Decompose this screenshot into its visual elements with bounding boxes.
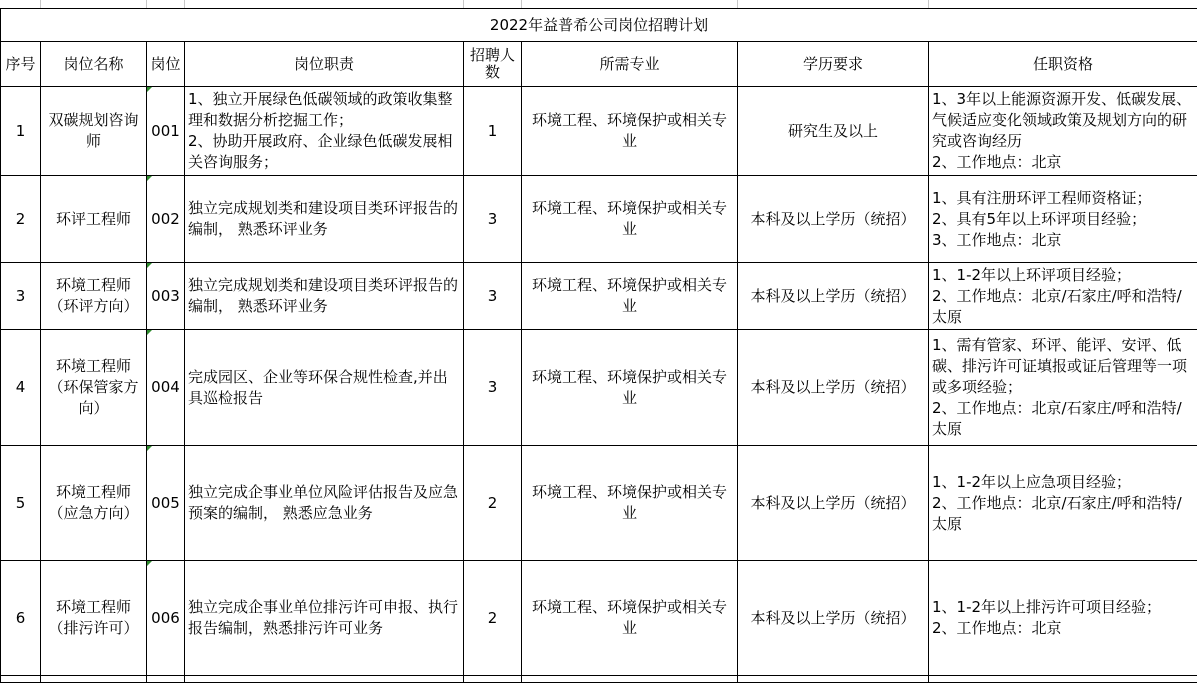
cell-count-text: 3 — [488, 378, 498, 396]
cell-code-text: 002 — [151, 210, 180, 228]
cell-name-text: 环评工程师 — [56, 210, 131, 228]
cell-marker-icon — [147, 263, 152, 268]
cell-duty[interactable] — [185, 330, 464, 446]
cell-count-text: 3 — [488, 210, 498, 228]
cell-major-text: 环境工程、环境保护或相关专业 — [532, 111, 727, 150]
cell-marker-icon — [147, 87, 152, 92]
cell-seq-text: 4 — [16, 378, 26, 396]
cell-count[interactable] — [464, 446, 522, 561]
cell-code-text: 003 — [151, 287, 180, 305]
cell-duty-text: 1、独立开展绿色低碳领域的政策收集整理和数据分析挖掘工作； 2、协助开展政府、企业绿色低碳发展相关咨询服务； — [188, 90, 453, 171]
cell-edu[interactable] — [738, 330, 929, 446]
cell[interactable] — [185, 676, 464, 683]
cell-seq-text: 6 — [16, 609, 26, 627]
cell-qual-text: 1、1-2年以上应急项目经验； 2、工作地点：北京/石家庄/呼和浩特/太原 — [932, 473, 1182, 533]
table-row — [1, 330, 1197, 446]
cell[interactable] — [929, 0, 1197, 9]
table-row — [1, 561, 1197, 676]
cell-major[interactable] — [522, 263, 738, 330]
cell-count-text: 2 — [488, 609, 498, 627]
cell-count[interactable] — [464, 330, 522, 446]
cell[interactable] — [41, 0, 147, 9]
cell-marker-icon — [147, 561, 152, 566]
cell-edu-text: 本科及以上学历（统招） — [750, 210, 915, 228]
cell[interactable] — [147, 676, 185, 683]
cell-edu[interactable] — [738, 561, 929, 676]
cell-qual[interactable] — [929, 263, 1197, 330]
header-edu[interactable]: 学历要求 — [738, 42, 929, 87]
cell-count-text: 2 — [488, 494, 498, 512]
cell-major[interactable] — [522, 446, 738, 561]
cell-seq[interactable] — [1, 561, 41, 676]
cell[interactable] — [464, 676, 522, 683]
cell-major-text: 环境工程、环境保护或相关专业 — [532, 276, 727, 315]
table-row — [1, 263, 1197, 330]
cell-code[interactable] — [147, 176, 185, 263]
cell-major[interactable] — [522, 176, 738, 263]
title-row — [1, 9, 1197, 42]
cell-code-text: 001 — [151, 122, 180, 140]
cell-count-text: 1 — [488, 122, 498, 140]
cell-count[interactable] — [464, 87, 522, 176]
cell-count[interactable] — [464, 176, 522, 263]
cell-duty[interactable] — [185, 263, 464, 330]
cell-seq[interactable] — [1, 446, 41, 561]
cell-name-text: 环境工程师（排污许可） — [48, 598, 138, 637]
cell-count-text: 3 — [488, 287, 498, 305]
cell-name[interactable] — [41, 176, 147, 263]
cell-edu-text: 研究生及以上 — [788, 122, 878, 140]
cell-name-text: 环境工程师（环评方向） — [48, 276, 138, 315]
cell-edu-text: 本科及以上学历（统招） — [750, 609, 915, 627]
cell-seq-text: 5 — [16, 494, 26, 512]
cell-edu-text: 本科及以上学历（统招） — [750, 287, 915, 305]
cell-qual-text: 1、1-2年以上排污许可项目经验； 2、工作地点：北京 — [932, 598, 1161, 637]
cell-code-text: 004 — [151, 378, 180, 396]
header-code[interactable]: 岗位 — [147, 42, 185, 87]
cell-duty[interactable] — [185, 561, 464, 676]
bottom-partial-row — [1, 676, 1197, 683]
cell-edu[interactable] — [738, 446, 929, 561]
header-name[interactable]: 岗位名称 — [41, 42, 147, 87]
table-title[interactable]: 2022年益普希公司岗位招聘计划 — [1, 9, 1197, 42]
header-duty[interactable]: 岗位职责 — [185, 42, 464, 87]
cell[interactable] — [929, 676, 1197, 683]
cell-edu[interactable] — [738, 263, 929, 330]
cell[interactable] — [1, 676, 41, 683]
cell-seq-text: 2 — [16, 210, 26, 228]
cell-duty-text: 独立完成企事业单位风险评估报告及应急预案的编制， 熟悉应急业务 — [188, 483, 458, 522]
cell[interactable] — [185, 0, 464, 9]
cell-duty-text: 独立完成企事业单位排污许可申报、执行报告编制，熟悉排污许可业务 — [188, 598, 458, 637]
cell[interactable] — [738, 676, 929, 683]
header-major[interactable]: 所需专业 — [522, 42, 738, 87]
cell-name[interactable] — [41, 263, 147, 330]
cell-duty-text: 独立完成规划类和建设项目类环评报告的编制， 熟悉环评业务 — [188, 199, 458, 238]
cell-code[interactable] — [147, 263, 185, 330]
table-row — [1, 176, 1197, 263]
cell-name[interactable] — [41, 330, 147, 446]
cell-name[interactable] — [41, 561, 147, 676]
top-partial-row — [1, 0, 1197, 9]
cell-qual[interactable] — [929, 176, 1197, 263]
table-row — [1, 87, 1197, 176]
cell-major-text: 环境工程、环境保护或相关专业 — [532, 483, 727, 522]
cell-major-text: 环境工程、环境保护或相关专业 — [532, 368, 727, 407]
cell[interactable] — [522, 676, 738, 683]
cell-marker-icon — [147, 330, 152, 335]
cell-code[interactable] — [147, 561, 185, 676]
cell-edu[interactable] — [738, 87, 929, 176]
cell-name-text: 环境工程师（环保管家方向） — [48, 357, 138, 417]
cell-marker-icon — [147, 446, 152, 451]
cell-qual-text: 1、具有注册环评工程师资格证； 2、具有5年以上环评项目经验； 3、工作地点：北京 — [932, 189, 1152, 249]
cell[interactable] — [738, 0, 929, 9]
cell[interactable] — [522, 0, 738, 9]
cell-seq-text: 3 — [16, 287, 26, 305]
cell-qual[interactable] — [929, 330, 1197, 446]
cell[interactable] — [147, 0, 185, 9]
header-count[interactable]: 招聘人数 — [464, 42, 522, 87]
cell-qual-text: 1、需有管家、环评、能评、安评、低碳、排污许可证填报或证后管理等一项或多项经验； 2、工作地点：北京/石家庄/呼和浩特/太原 — [932, 336, 1187, 438]
header-row — [1, 42, 1197, 87]
cell-seq[interactable] — [1, 330, 41, 446]
cell-count[interactable] — [464, 263, 522, 330]
cell-seq[interactable] — [1, 176, 41, 263]
cell-qual[interactable] — [929, 561, 1197, 676]
cell-major[interactable] — [522, 87, 738, 176]
cell-duty[interactable] — [185, 87, 464, 176]
cell-qual[interactable] — [929, 446, 1197, 561]
cell-name[interactable] — [41, 87, 147, 176]
cell-qual-text: 1、3年以上能源资源开发、低碳发展、气候适应变化领域政策及规划方向的研究或咨询经历 2、工作地点：北京 — [932, 90, 1191, 171]
cell-seq[interactable] — [1, 263, 41, 330]
cell[interactable] — [41, 676, 147, 683]
cell-code[interactable] — [147, 330, 185, 446]
cell-seq[interactable] — [1, 87, 41, 176]
table-row — [1, 446, 1197, 561]
cell-major[interactable] — [522, 330, 738, 446]
header-qual[interactable]: 任职资格 — [929, 42, 1197, 87]
cell-edu-text: 本科及以上学历（统招） — [750, 378, 915, 396]
cell-edu-text: 本科及以上学历（统招） — [750, 494, 915, 512]
cell-duty-text: 完成园区、企业等环保合规性检查,并出具巡检报告 — [188, 368, 448, 407]
cell-major[interactable] — [522, 561, 738, 676]
cell-duty[interactable] — [185, 446, 464, 561]
cell-code[interactable] — [147, 446, 185, 561]
cell-code-text: 006 — [151, 609, 180, 627]
cell-code-text: 005 — [151, 494, 180, 512]
cell[interactable] — [464, 0, 522, 9]
cell-name[interactable] — [41, 446, 147, 561]
cell-marker-icon — [147, 176, 152, 181]
cell-seq-text: 1 — [16, 122, 26, 140]
cell-count[interactable] — [464, 561, 522, 676]
cell-major-text: 环境工程、环境保护或相关专业 — [532, 199, 727, 238]
cell-duty[interactable] — [185, 176, 464, 263]
cell-code[interactable] — [147, 87, 185, 176]
cell-major-text: 环境工程、环境保护或相关专业 — [532, 598, 727, 637]
cell-qual-text: 1、1-2年以上环评项目经验； 2、工作地点：北京/石家庄/呼和浩特/太原 — [932, 266, 1182, 326]
cell-edu[interactable] — [738, 176, 929, 263]
cell-name-text: 双碳规划咨询师 — [48, 111, 138, 150]
cell-name-text: 环境工程师（应急方向） — [48, 483, 138, 522]
cell-qual[interactable] — [929, 87, 1197, 176]
cell[interactable] — [1, 0, 41, 9]
cell-duty-text: 独立完成规划类和建设项目类环评报告的编制， 熟悉环评业务 — [188, 276, 458, 315]
header-seq[interactable]: 序号 — [1, 42, 41, 87]
